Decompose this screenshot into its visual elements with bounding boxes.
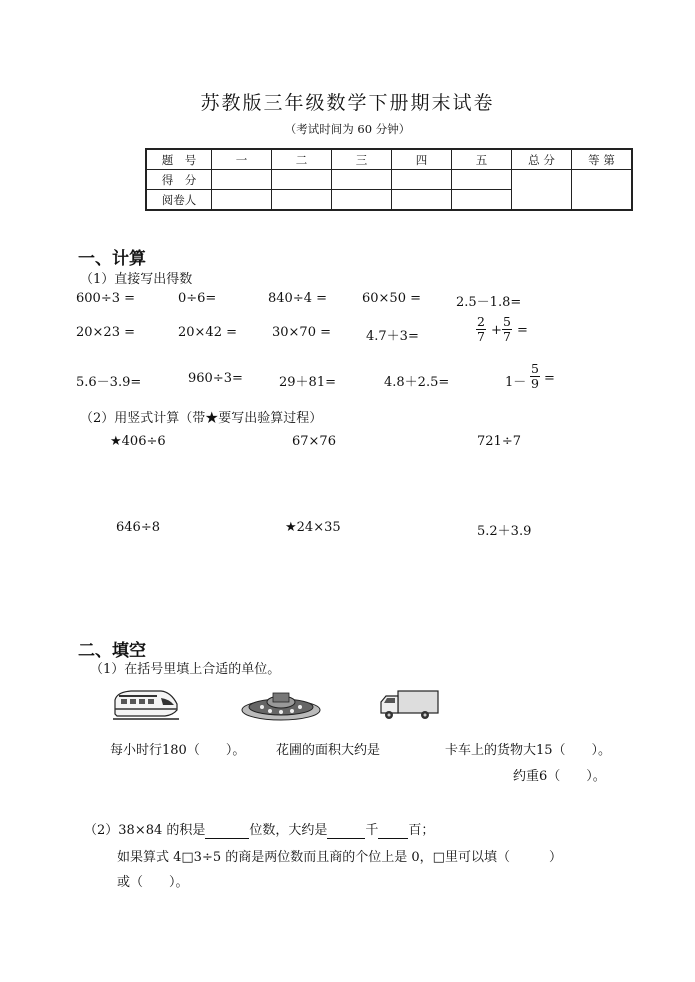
fill-sentence: 约重6（ ）。 bbox=[513, 769, 606, 784]
section-heading: 一、计算 bbox=[78, 249, 146, 269]
grader-cell[interactable] bbox=[452, 190, 512, 211]
header-cell: 题 号 bbox=[146, 149, 212, 170]
header-cell: 三 bbox=[332, 149, 392, 170]
header-cell: 五 bbox=[452, 149, 512, 170]
vertical-problem: 721÷7 bbox=[477, 434, 521, 449]
equals-sign: = bbox=[517, 323, 528, 338]
problem: 30×70 = bbox=[272, 325, 332, 340]
grader-cell[interactable] bbox=[332, 190, 392, 211]
score-cell[interactable] bbox=[212, 170, 272, 190]
score-cell[interactable] bbox=[272, 170, 332, 190]
question-text: （2）38×84 的积是 bbox=[84, 823, 206, 838]
problem: 840÷4 = bbox=[268, 291, 328, 306]
problem: 2.5－1.8= bbox=[456, 295, 522, 310]
total-score-cell[interactable] bbox=[512, 170, 572, 211]
question-label: （2）用竖式计算（带★要写出验算过程） bbox=[80, 411, 323, 426]
grader-cell[interactable] bbox=[392, 190, 452, 211]
score-cell[interactable] bbox=[332, 170, 392, 190]
denominator: 7 bbox=[503, 329, 511, 344]
problem: 4.7＋3= bbox=[366, 329, 419, 344]
question-line: 如果算式 4□3÷5 的商是两位数而且商的个位上是 0，□里可以填（ ） bbox=[117, 850, 562, 865]
train-icon bbox=[111, 688, 181, 722]
fill-sentence: 每小时行180（ ）。 bbox=[110, 743, 246, 758]
header-cell: 等 第 bbox=[572, 149, 633, 170]
row-label: 阅卷人 bbox=[146, 190, 212, 211]
grader-cell[interactable] bbox=[272, 190, 332, 211]
vertical-problem: 5.2＋3.9 bbox=[477, 524, 532, 539]
problem: 60×50 = bbox=[362, 291, 422, 306]
section-heading: 二、填空 bbox=[78, 641, 146, 661]
answer-blank[interactable] bbox=[378, 823, 408, 839]
question-line: 或（ ）。 bbox=[117, 875, 189, 890]
fill-sentence: 花圃的面积大约是 bbox=[276, 743, 381, 758]
numerator: 5 bbox=[531, 361, 539, 376]
problem: 4.8＋2.5= bbox=[384, 375, 450, 390]
numerator: 2 bbox=[477, 314, 485, 329]
answer-blank[interactable] bbox=[205, 823, 249, 839]
numerator: 5 bbox=[503, 314, 511, 329]
row-label: 得 分 bbox=[146, 170, 212, 190]
header-cell: 一 bbox=[212, 149, 272, 170]
fraction bbox=[502, 315, 512, 344]
vertical-problem: 67×76 bbox=[292, 434, 336, 449]
fill-sentence: 卡车上的货物大15（ ）。 bbox=[445, 743, 612, 758]
problem: 20×23 = bbox=[76, 325, 136, 340]
denominator: 7 bbox=[477, 329, 485, 344]
fraction bbox=[476, 315, 486, 344]
question-line bbox=[84, 819, 434, 839]
flowerbed-icon bbox=[240, 688, 322, 722]
denominator: 9 bbox=[531, 376, 539, 391]
problem: 5.6－3.9= bbox=[76, 375, 142, 390]
answer-blank[interactable] bbox=[327, 823, 365, 839]
question-text: 位数，大约是 bbox=[249, 823, 328, 838]
question-text: 千 bbox=[365, 823, 379, 838]
score-cell[interactable] bbox=[392, 170, 452, 190]
header-cell: 总 分 bbox=[512, 149, 572, 170]
operator: + bbox=[491, 323, 502, 338]
problem: 20×42 = bbox=[178, 325, 238, 340]
exam-duration: （考试时间为 60 分钟） bbox=[284, 122, 411, 136]
truck-icon bbox=[378, 688, 440, 722]
grader-cell[interactable] bbox=[212, 190, 272, 211]
question-text: 百； bbox=[408, 823, 435, 838]
problem-prefix: 1－ bbox=[505, 375, 527, 390]
grade-cell[interactable] bbox=[572, 170, 633, 211]
question-label: （1）在括号里填上合适的单位。 bbox=[90, 662, 281, 677]
problem: 960÷3= bbox=[188, 371, 243, 386]
question-label: （1）直接写出得数 bbox=[80, 272, 193, 287]
vertical-problem: 646÷8 bbox=[116, 520, 160, 535]
problem: 600÷3 = bbox=[76, 291, 136, 306]
equals-sign: = bbox=[544, 371, 555, 386]
page-title: 苏教版三年级数学下册期末试卷 bbox=[200, 92, 495, 114]
vertical-problem: ★24×35 bbox=[285, 520, 341, 535]
score-table bbox=[145, 148, 633, 211]
vertical-problem: ★406÷6 bbox=[110, 434, 166, 449]
problem: 29＋81= bbox=[279, 375, 336, 390]
header-cell: 四 bbox=[392, 149, 452, 170]
problem: 0÷6= bbox=[178, 291, 217, 306]
score-cell[interactable] bbox=[452, 170, 512, 190]
header-cell: 二 bbox=[272, 149, 332, 170]
fraction bbox=[530, 362, 540, 391]
